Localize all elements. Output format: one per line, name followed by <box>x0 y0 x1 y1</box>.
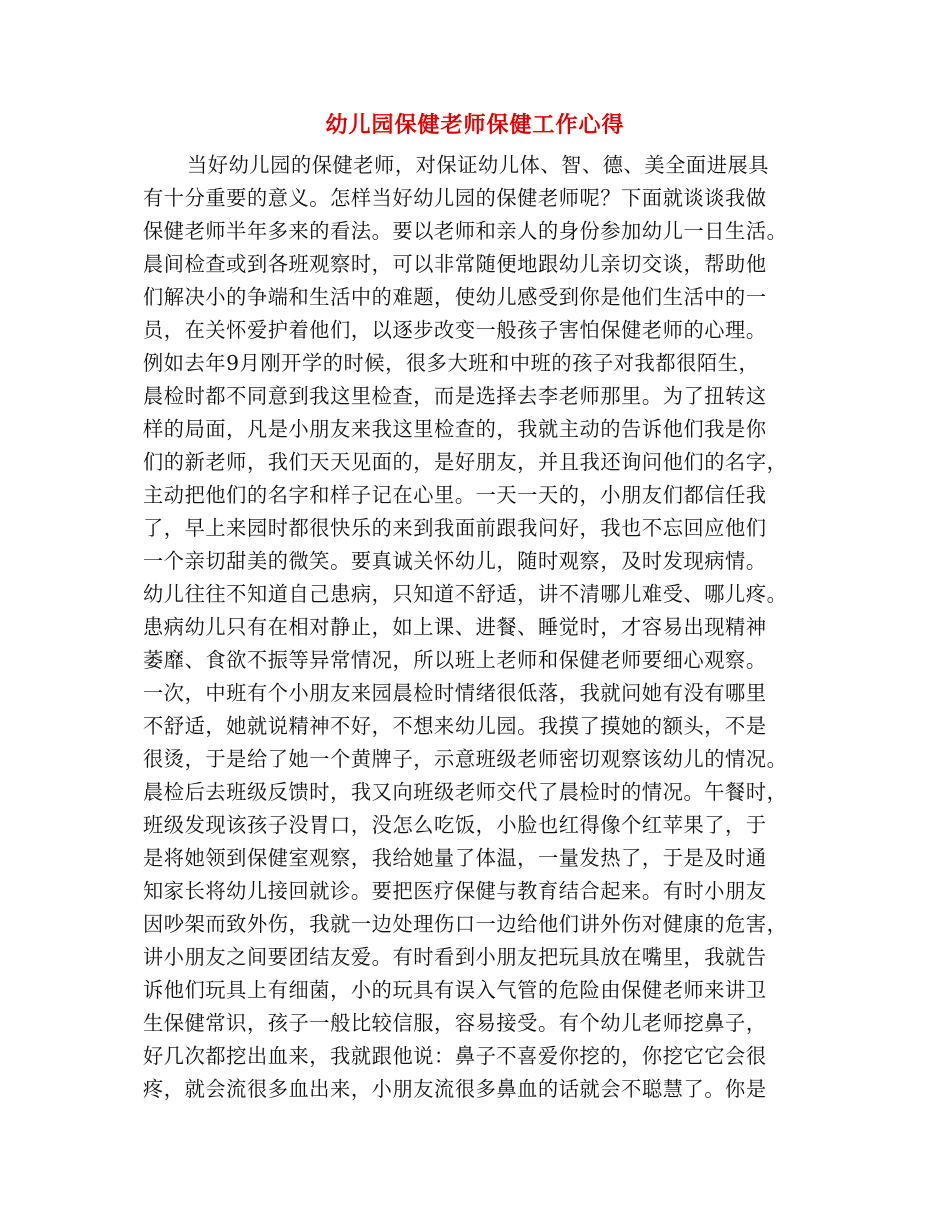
paragraph-line: 萎靡、食欲不振等异常情况，所以班上老师和保健老师要细心观察。 <box>143 648 767 672</box>
paragraph-line: 晨检时都不同意到我这里检查，而是选择去李老师那里。为了扭转这 <box>143 384 767 408</box>
paragraph-line: 们解决小的争端和生活中的难题，使幼儿感受到你是他们生活中的一 <box>143 285 767 309</box>
paragraph-line: 们的新老师，我们天天见面的，是好朋友，并且我还询问他们的名字， <box>143 450 788 474</box>
paragraph-line: 知家长将幼儿接回就诊。要把医疗保健与教育结合起来。有时小朋友 <box>143 879 767 903</box>
paragraph-line: 幼儿往往不知道自己患病，只知道不舒适，讲不清哪儿难受、哪儿疼。 <box>143 582 788 606</box>
paragraph-line: 主动把他们的名字和样子记在心里。一天一天的，小朋友们都信任我 <box>143 483 767 507</box>
paragraph-line: 好几次都挖出血来，我就跟他说：鼻子不喜爱你挖的，你挖它它会很 <box>143 1044 767 1068</box>
paragraph-first-line: 当好幼儿园的保健老师，对保证幼儿体、智、德、美全面进展具 <box>187 153 770 177</box>
paragraph-line: 员，在关怀爱护着他们，以逐步改变一般孩子害怕保健老师的心理。 <box>143 318 767 342</box>
paragraph-line: 很烫，于是给了她一个黄牌子，示意班级老师密切观察该幼儿的情况。 <box>143 747 788 771</box>
paragraph-line: 一个亲切甜美的微笑。要真诚关怀幼儿，随时观察，及时发现病情。 <box>143 549 767 573</box>
paragraph-line: 生保健常识，孩子一般比较信服，容易接受。有个幼儿老师挖鼻子， <box>143 1011 767 1035</box>
paragraph-line: 了，早上来园时都很快乐的来到我面前跟我问好，我也不忘回应他们 <box>143 516 767 540</box>
paragraph-line: 例如去年9月刚开学的时候，很多大班和中班的孩子对我都很陌生， <box>143 351 760 375</box>
document-title: 幼儿园保健老师保健工作心得 <box>325 112 625 138</box>
paragraph-line: 晨检后去班级反馈时，我又向班级老师交代了晨检时的情况。午餐时， <box>143 780 788 804</box>
paragraph-line: 样的局面，凡是小朋友来我这里检查的，我就主动的告诉他们我是你 <box>143 417 767 441</box>
paragraph-line: 是将她领到保健室观察，我给她量了体温，一量发热了，于是及时通 <box>143 846 767 870</box>
paragraph-line: 诉他们玩具上有细菌，小的玩具有误入气管的危险由保健老师来讲卫 <box>143 978 767 1002</box>
paragraph-line: 因吵架而致外伤，我就一边处理伤口一边给他们讲外伤对健康的危害， <box>143 912 788 936</box>
paragraph-line: 有十分重要的意义。怎样当好幼儿园的保健老师呢？下面就谈谈我做 <box>143 186 767 210</box>
paragraph-line: 疼，就会流很多血出来，小朋友流很多鼻血的话就会不聪慧了。你是 <box>143 1077 767 1101</box>
paragraph-line: 讲小朋友之间要团结友爱。有时看到小朋友把玩具放在嘴里，我就告 <box>143 945 767 969</box>
document-body <box>143 149 813 1106</box>
paragraph-line: 班级发现该孩子没胃口，没怎么吃饭，小脸也红得像个红苹果了，于 <box>143 813 767 837</box>
paragraph-line: 保健老师半年多来的看法。要以老师和亲人的身份参加幼儿一日生活。 <box>143 219 788 243</box>
paragraph-line: 患病幼儿只有在相对静止，如上课、进餐、睡觉时，才容易出现精神 <box>143 615 767 639</box>
paragraph-line: 不舒适，她就说精神不好，不想来幼儿园。我摸了摸她的额头，不是 <box>143 714 767 738</box>
paragraph-line: 晨间检查或到各班观察时，可以非常随便地跟幼儿亲切交谈，帮助他 <box>143 252 767 276</box>
paragraph-line: 一次，中班有个小朋友来园晨检时情绪很低落，我就问她有没有哪里 <box>143 681 767 705</box>
